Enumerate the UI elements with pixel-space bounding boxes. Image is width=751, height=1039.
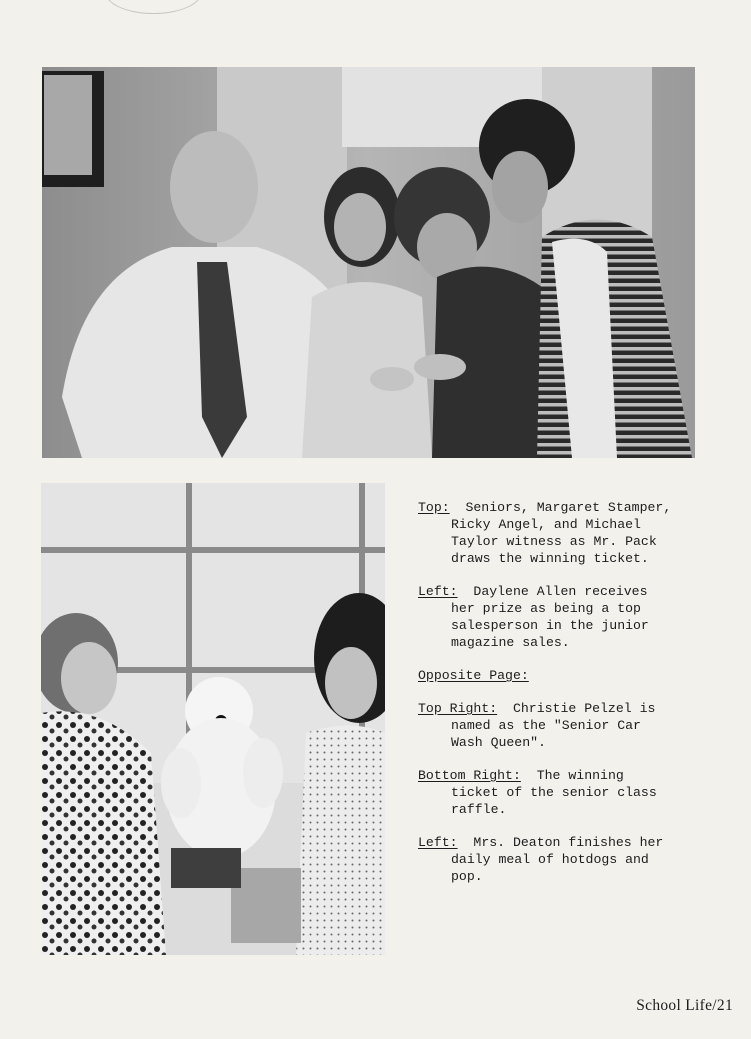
page-edge-arc xyxy=(105,0,202,14)
caption-line: raffle. xyxy=(451,802,507,817)
caption-line: her prize as being a top xyxy=(451,601,641,616)
caption-text: Daylene Allen receives xyxy=(457,584,648,599)
caption-block xyxy=(418,499,718,901)
photo-top-image xyxy=(42,67,695,458)
caption-top xyxy=(418,499,718,567)
photo-top xyxy=(42,67,695,458)
page-folio: School Life/21 xyxy=(636,997,733,1014)
caption-label: Left: xyxy=(418,584,458,599)
caption-line: pop. xyxy=(451,869,483,884)
caption-text: Christie Pelzel is xyxy=(497,701,656,716)
caption-line: ticket of the senior class xyxy=(451,785,657,800)
caption-opposite-page xyxy=(418,667,718,684)
caption-line: salesperson in the junior xyxy=(451,618,649,633)
caption-line: Ricky Angel, and Michael xyxy=(451,517,641,532)
caption-left xyxy=(418,583,718,651)
photo-left xyxy=(41,483,385,955)
caption-line: Wash Queen". xyxy=(451,735,546,750)
caption-bottom-right xyxy=(418,767,718,818)
caption-label: Top Right: xyxy=(418,701,498,716)
caption-line: daily meal of hotdogs and xyxy=(451,852,649,867)
caption-line: draws the winning ticket. xyxy=(451,551,649,566)
caption-label: Top: xyxy=(418,500,450,515)
photo-left-image xyxy=(41,483,385,955)
caption-line: named as the "Senior Car xyxy=(451,718,641,733)
caption-text: The winning xyxy=(520,768,624,783)
caption-line: Taylor witness as Mr. Pack xyxy=(451,534,657,549)
caption-label: Left: xyxy=(418,835,458,850)
caption-text: Mrs. Deaton finishes her xyxy=(457,835,664,850)
caption-line: magazine sales. xyxy=(451,635,570,650)
caption-label: Opposite Page: xyxy=(418,668,529,683)
caption-label: Bottom Right: xyxy=(418,768,521,783)
caption-text: Seniors, Margaret Stamper, xyxy=(449,500,672,515)
caption-top-right xyxy=(418,700,718,751)
caption-left-opposite xyxy=(418,834,718,885)
